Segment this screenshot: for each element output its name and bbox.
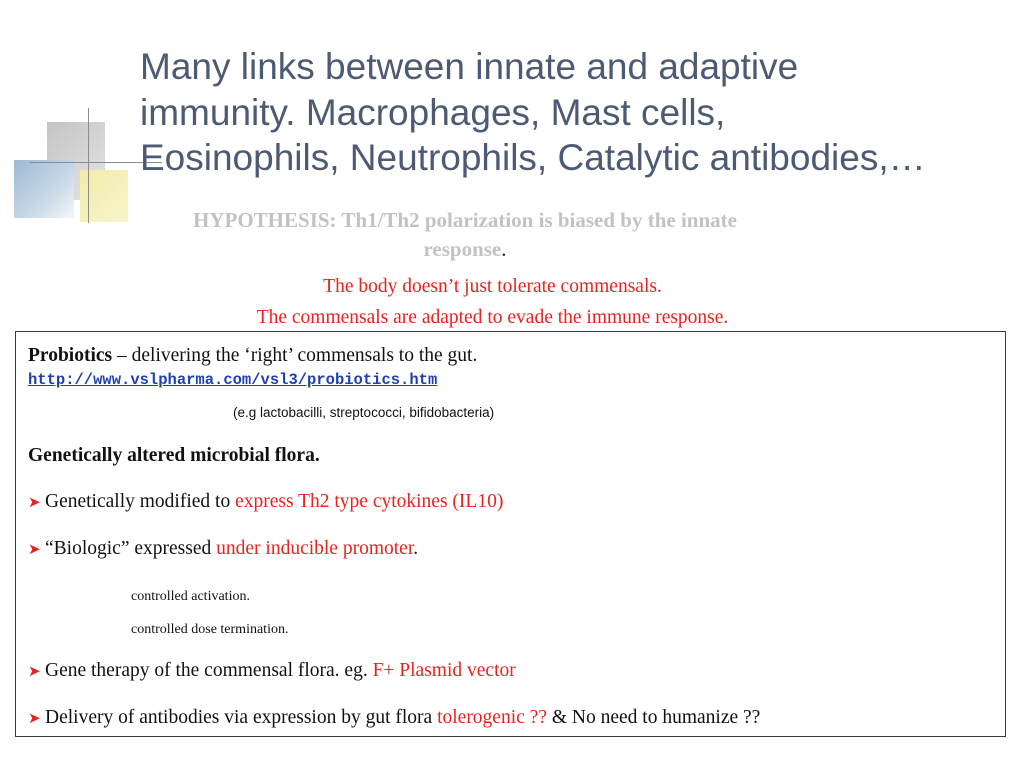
bullet-text: Genetically modified to xyxy=(45,491,236,512)
probiotics-description: – delivering the ‘right’ commensals to the gut. xyxy=(112,345,478,366)
title-line: immunity. Macrophages, Mast cells, xyxy=(140,91,726,133)
bullet-item xyxy=(28,659,516,683)
bullet-text: “Biologic” expressed xyxy=(45,538,217,559)
title-line: Many links between innate and adaptive xyxy=(140,46,799,87)
slide-title xyxy=(140,44,1000,181)
probiotics-heading: Probiotics xyxy=(28,345,113,366)
genetic-heading: Genetically altered microbial flora. xyxy=(28,445,320,466)
title-line: Eosinophils, Neutrophils, Catalytic antibodies,… xyxy=(140,137,926,178)
bullet-tail: & No need to humanize ?? xyxy=(546,707,761,728)
arrow-bullet-icon: ➤ xyxy=(28,662,41,680)
decor-vertical-line xyxy=(88,108,89,223)
bullet-highlight: under inducible promoter xyxy=(216,538,414,559)
bullet-item xyxy=(28,490,503,514)
sub-item: controlled dose termination. xyxy=(131,622,289,637)
bullet-tail: . xyxy=(413,538,419,559)
probiotics-link[interactable]: http://www.vslpharma.com/vsl3/probiotics.htm xyxy=(28,371,438,389)
bullet-highlight: F+ Plasmid vector xyxy=(372,660,516,681)
arrow-bullet-icon: ➤ xyxy=(28,493,41,511)
bullet-item xyxy=(28,537,418,561)
bullet-item xyxy=(28,706,760,730)
statement-evade: The commensals are adapted to evade the immune response. xyxy=(256,307,729,328)
bullet-text: Gene therapy of the commensal flora. eg. xyxy=(45,660,373,681)
hypothesis-period: . xyxy=(501,237,507,261)
bullet-highlight: tolerogenic ?? xyxy=(437,707,547,728)
decor-blue-square xyxy=(14,160,74,218)
arrow-bullet-icon: ➤ xyxy=(28,540,41,558)
hypothesis-line: HYPOTHESIS: Th1/Th2 polarization is biased by the innate xyxy=(193,208,737,232)
statement-tolerate: The body doesn’t just tolerate commensals. xyxy=(323,276,662,297)
content-box xyxy=(15,331,1006,737)
hypothesis-line: response xyxy=(423,237,502,261)
bullet-highlight: express Th2 type cytokines (IL10) xyxy=(235,491,504,512)
examples-text: (e.g lactobacilli, streptococci, bifidobacteria) xyxy=(233,405,495,420)
bullet-text: Delivery of antibodies via expression by gut flora xyxy=(45,707,438,728)
sub-item: controlled activation. xyxy=(131,589,250,604)
probiotics-line xyxy=(28,344,477,368)
arrow-bullet-icon: ➤ xyxy=(28,709,41,727)
hypothesis-text xyxy=(95,206,835,264)
